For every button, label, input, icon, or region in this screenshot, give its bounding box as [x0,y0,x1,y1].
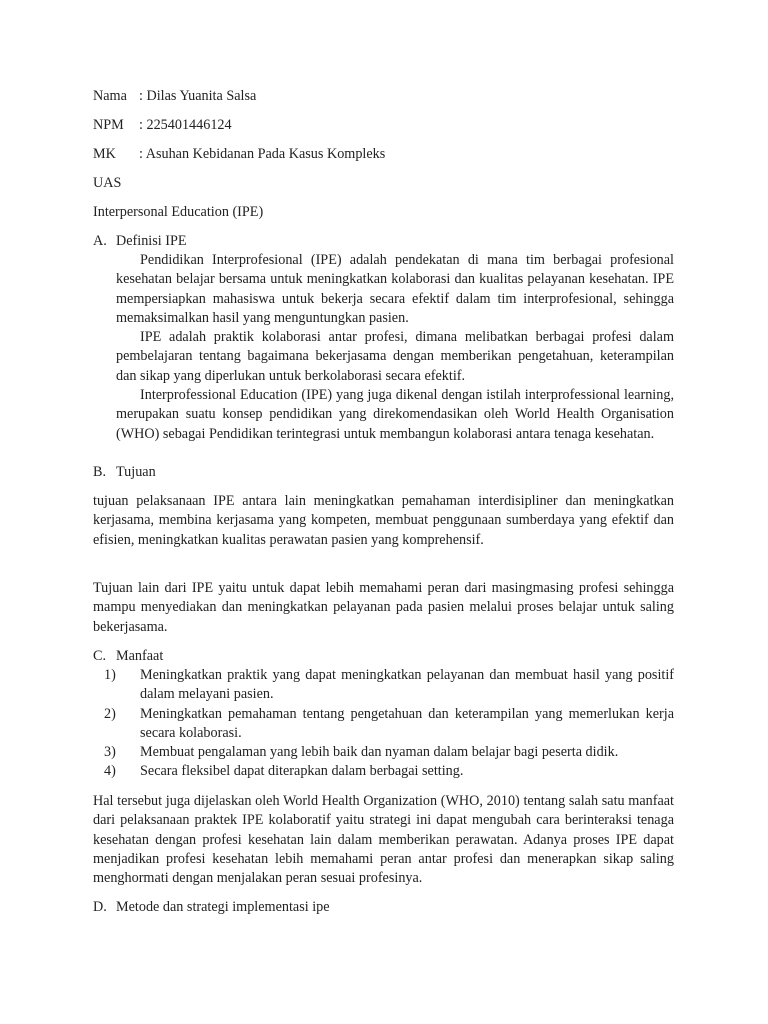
section-d-marker: D. [93,899,107,915]
list-number: 1) [104,667,116,683]
section-c-closing: Hal tersebut juga dijelaskan oleh World Health Organization (WHO, 2010) tentang salah satu manfaat dari pelaksanaan praktek IPE kolaboratif yaitu strategi ini dapat mengubah cara berinteraksi tenaga kesehatan dengan profesi kesehatan lain dalam memberikan perawatan. Adanya proses IPE dapat menjadikan profesi kesehatan lebih memahami peran antar profesi dan menerapkan sikap saling menghormati dengan menjalakan peran sesuai profesinya. [93,793,674,887]
list-number: 4) [104,763,116,780]
section-a-marker: A. [93,233,107,249]
list-text: Membuat pengalaman yang lebih baik dan nyaman dalam belajar bagi peserta didik. [140,744,619,761]
list-text: Meningkatkan pemahaman tentang pengetahuan dan keterampilan yang memerlukan kerja secara kolaborasi. [140,705,674,741]
section-b-paragraph: tujuan pelaksanaan IPE antara lain meningkatkan pemahaman interdisipliner dan meningkatkan kerjasama, membina kerjasama yang kompeten, membuat penggunaan sumberdaya yang efektif dan efisien, meningkatkan kualitas perawatan pasien yang komprehensif. [93,493,674,548]
section-a-paragraph: IPE adalah praktik kolaborasi antar profesi, dimana melibatkan berbagai profesi dalam pembelajaran tentang bagaimana bekerjasama dengan memberikan pengetahuan, keterampilan dan sikap yang diperlukan untuk berkolaborasi secara efektif. [116,329,674,384]
section-a-title: Definisi IPE [116,233,187,249]
section-a-paragraph: Pendidikan Interprofesional (IPE) adalah pendekatan di mana tim berbagai profesional kesehatan belajar bersama untuk meningkatkan kolaborasi dan kualitas pelayanan kesehatan. IPE mempersiapkan mahasiswa untuk bekerja secara efektif dalam tim interprofesional, sehingga memaksimalkan hasil yang menguntungkan pasien. [116,252,674,326]
list-item [104,743,674,762]
section-a-body [116,251,674,444]
topic-title: Interpersonal Education (IPE) [93,204,264,220]
list-number: 2) [104,705,116,722]
section-a-paragraph: Interprofessional Education (IPE) yang juga dikenal dengan istilah interprofessional learning, merupakan suatu konsep pendidikan yang direkomendasikan oleh World Health Organisation (WHO) sebagai Pendidikan terintegrasi untuk membangun kolaborasi antara tenaga kesehatan. [116,387,674,442]
npm-value: : 225401446124 [139,117,232,133]
list-text: Secara fleksibel dapat diterapkan dalam berbagai setting. [140,763,464,780]
section-c-heading [93,647,163,666]
section-d-title: Metode dan strategi implementasi ipe [116,899,330,915]
section-b-title: Tujuan [116,464,156,480]
name-label: Nama [93,88,127,104]
list-item [104,666,674,705]
section-a-heading [93,232,187,251]
section-c-title: Manfaat [116,648,164,664]
name-value: : Dilas Yuanita Salsa [139,88,257,104]
list-text: Meningkatkan praktik yang dapat meningkatkan pelayanan dan membuat hasil yang positif dalam melayani pasien. [140,667,674,703]
mk-label: MK [93,146,116,162]
mk-row [93,145,385,164]
benefits-list [104,666,674,782]
section-b-marker: B. [93,464,107,480]
npm-label: NPM [93,117,124,133]
exam-label: UAS [93,175,122,191]
section-b-heading [93,463,156,482]
section-d-heading [93,898,330,917]
list-item [104,705,674,744]
npm-row [93,116,232,135]
mk-value: : Asuhan Kebidanan Pada Kasus Kompleks [139,146,386,162]
name-row [93,87,256,106]
list-number: 3) [104,744,116,761]
section-c-marker: C. [93,648,107,664]
list-item [104,762,674,781]
section-b-paragraph: Tujuan lain dari IPE yaitu untuk dapat lebih memahami peran dari masingmasing profesi sehingga mampu menyediakan dan meningkatkan pelayanan pada pasien melalui proses belajar untuk saling bekerjasama. [93,580,674,635]
